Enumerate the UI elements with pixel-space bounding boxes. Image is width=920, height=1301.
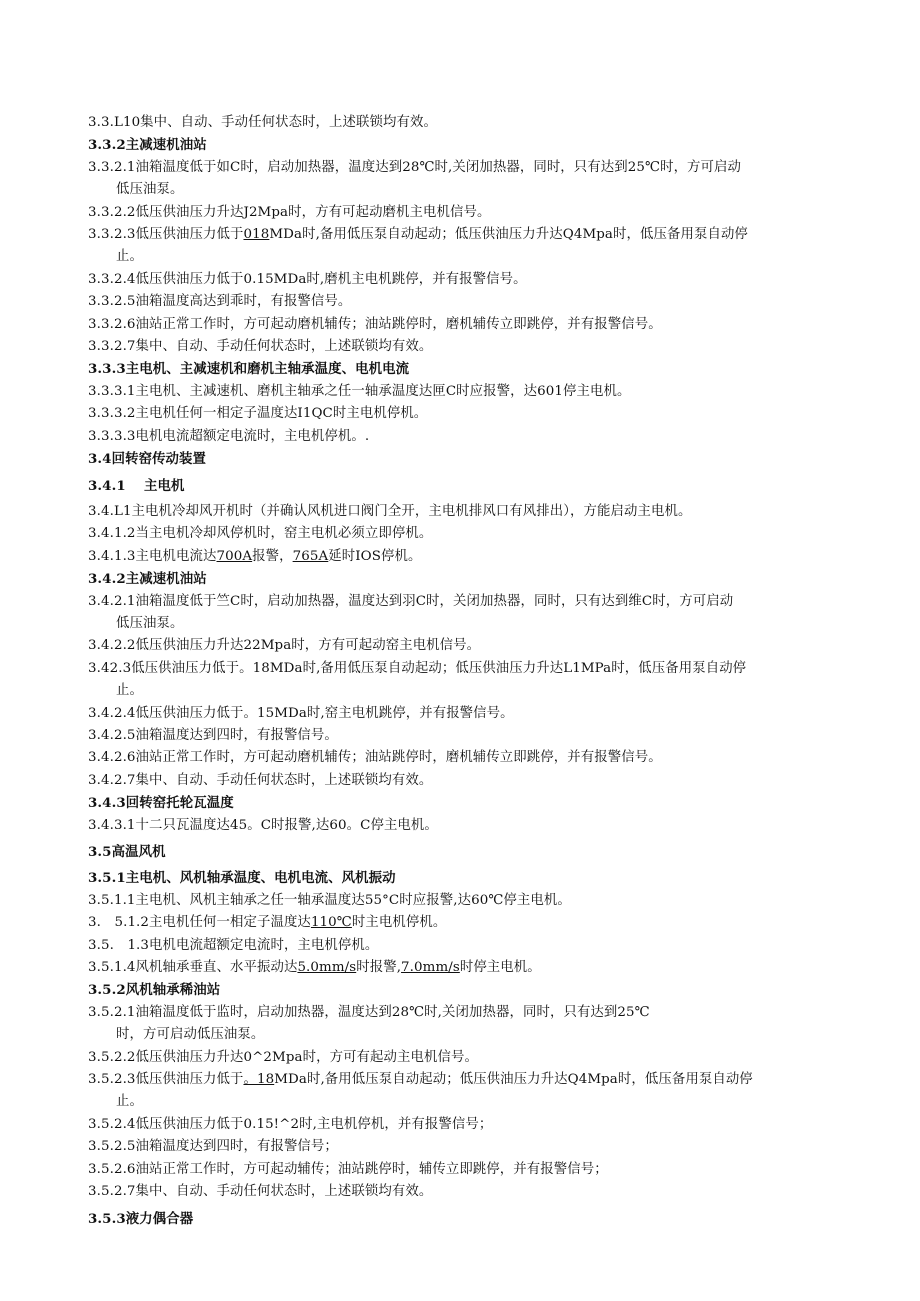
text-run: 3.5.2风机轴承稀油站 bbox=[88, 982, 221, 999]
paragraph-line bbox=[88, 935, 858, 957]
paragraph-line bbox=[88, 1114, 858, 1136]
section-heading bbox=[88, 448, 858, 470]
paragraph-line bbox=[88, 112, 858, 134]
text-run: 3.5高温风机 bbox=[88, 844, 166, 860]
text-run: 3.3.3.1主电机、主减速机、磨机主轴承之任一轴承温度达匣C时应报警，达601停主电机。 bbox=[88, 383, 631, 399]
text-run: 时，方可启动低压油泵。 bbox=[116, 1027, 265, 1043]
text-run: 3.3.3.3电机电流超额定电流时，主电机停机。. bbox=[88, 428, 370, 444]
paragraph-line bbox=[88, 546, 858, 568]
section-heading bbox=[88, 1208, 858, 1230]
text-run: 3. 5.1.2主电机任何一相定子温度达 bbox=[88, 915, 311, 931]
text-run: 3.5.2.1油箱温度低于监时，启动加热器，温度达到28℃时,关闭加热器，同时，只有达到25℃ bbox=[88, 1004, 650, 1020]
paragraph-line bbox=[88, 1159, 858, 1181]
paragraph-line bbox=[88, 957, 858, 979]
text-run: 3.3.3.2主电机任何一相定子温度达I1QC时主电机停机。 bbox=[88, 406, 428, 422]
paragraph-line bbox=[88, 403, 858, 425]
text-run: 3.5.1.1主电机、风机主轴承之任一轴承温度达55°C时应报警,达60℃停主电机。 bbox=[88, 892, 571, 908]
paragraph-line bbox=[88, 157, 858, 179]
section-heading bbox=[88, 568, 858, 590]
underlined-value: 018 bbox=[243, 227, 270, 243]
document-body bbox=[88, 112, 858, 1230]
paragraph-line bbox=[88, 269, 858, 291]
paragraph-line bbox=[88, 635, 858, 657]
paragraph-line bbox=[88, 202, 858, 224]
text-run: 3.3.3主电机、主减速机和磨机主轴承温度、电机电流 bbox=[88, 361, 410, 378]
paragraph-continuation bbox=[88, 1091, 858, 1113]
text-run: 3.4.2.2低压供油压力升达22Mpa时，方有可起动窑主电机信号。 bbox=[88, 638, 481, 654]
text-run: 3.5.3液力偶合器 bbox=[88, 1210, 194, 1227]
text-run: 报警， bbox=[252, 548, 293, 564]
section-heading bbox=[88, 867, 858, 889]
text-run: 低压油泵。 bbox=[116, 182, 184, 198]
text-run: 3.42.3低压供油压力低于。18MDa时,备用低压泵自动起动；低压供油压力升达L1MPa时，低压备用泵自动停 bbox=[88, 660, 747, 676]
text-run: 3.4.2.7集中、自动、手动任何状态时，上述联锁均有效。 bbox=[88, 772, 433, 788]
paragraph-line bbox=[88, 1047, 858, 1069]
text-run: 3.3.2.2低压供油压力升达J2Mpa时，方有可起动磨机主电机信号。 bbox=[88, 204, 491, 220]
text-run: 止。 bbox=[116, 683, 143, 699]
paragraph-line bbox=[88, 523, 858, 545]
section-heading bbox=[88, 979, 858, 1001]
paragraph-line bbox=[88, 725, 858, 747]
paragraph-continuation bbox=[88, 1024, 858, 1046]
text-run: 时报警, bbox=[356, 960, 402, 976]
paragraph-line bbox=[88, 770, 858, 792]
section-heading bbox=[88, 841, 858, 863]
text-run: 3.4.1.3主电机电流达 bbox=[88, 548, 217, 564]
paragraph-line bbox=[88, 815, 858, 837]
text-run: 3.4.1 主电机 bbox=[88, 477, 185, 494]
text-run: 3.4.2.1油箱温度低于竺C时，启动加热器，温度达到羽C时，关闭加热器，同时，只有达到维C时，方可启动 bbox=[88, 593, 734, 609]
paragraph-continuation bbox=[88, 179, 858, 201]
text-run: 3.3.2.7集中、自动、手动任何状态时，上述联锁均有效。 bbox=[88, 339, 433, 355]
paragraph-line bbox=[88, 224, 858, 246]
text-run: 3.5.1主电机、风机轴承温度、电机电流、风机振动 bbox=[88, 870, 396, 887]
underlined-value: 7.0mm/s bbox=[401, 960, 460, 976]
paragraph-line bbox=[88, 336, 858, 358]
paragraph-line bbox=[88, 1069, 858, 1091]
text-run: 3.5. 1.3电机电流超额定电流时，主电机停机。 bbox=[88, 937, 379, 953]
text-run: 3.4.2.5油箱温度达到四时，有报警信号。 bbox=[88, 727, 338, 743]
text-run: 延时IOS停机。 bbox=[328, 548, 422, 564]
section-heading bbox=[88, 475, 858, 497]
paragraph-line bbox=[88, 912, 858, 934]
text-run: 止。 bbox=[116, 1094, 143, 1110]
section-heading bbox=[88, 792, 858, 814]
underlined-value: 700A bbox=[216, 548, 253, 564]
text-run: 3.4.2主减速机油站 bbox=[88, 571, 207, 588]
paragraph-line bbox=[88, 890, 858, 912]
paragraph-line bbox=[88, 381, 858, 403]
paragraph-line bbox=[88, 314, 858, 336]
text-run: 3.4.1.2当主电机冷却风停机时，窑主电机必须立即停机。 bbox=[88, 526, 433, 542]
text-run: MDa时,备用低压泵自动起动；低压供油压力升达Q4Mpa时，低压备用泵自动停 bbox=[274, 1072, 753, 1088]
text-run: 3.5.2.7集中、自动、手动任何状态时，上述联锁均有效。 bbox=[88, 1184, 433, 1200]
paragraph-line bbox=[88, 501, 858, 523]
paragraph-continuation bbox=[88, 246, 858, 268]
text-run: 3.5.2.5油箱温度达到四时，有报警信号； bbox=[88, 1139, 338, 1155]
text-run: 3.4.3回转窑托轮瓦温度 bbox=[88, 795, 234, 812]
paragraph-line bbox=[88, 658, 858, 680]
text-run: 3.5.2.3低压供油压力低于 bbox=[88, 1072, 244, 1088]
text-run: 3.4.2.4低压供油压力低于。15MDa时,窑主电机跳停，并有报警信号。 bbox=[88, 705, 514, 721]
paragraph-line bbox=[88, 1136, 858, 1158]
text-run: 3.5.2.2低压供油压力升达0^2Mpa时，方可有起动主电机信号。 bbox=[88, 1049, 478, 1065]
text-run: 3.5.1.4风机轴承垂直、水平振动达 bbox=[88, 960, 298, 976]
paragraph-line bbox=[88, 1002, 858, 1024]
text-run: 3.5.2.6油站正常工作时，方可起动辅传；油站跳停时，辅传立即跳停，并有报警信号； bbox=[88, 1161, 608, 1177]
text-run: 3.3.2.1油箱温度低于如C时，启动加热器，温度达到28℃时,关闭加热器，同时，只有达到25℃时，方可启动 bbox=[88, 159, 742, 175]
text-run: 时停主电机。 bbox=[459, 960, 541, 976]
text-run: 3.3.2.5油箱温度高达到乖时，有报警信号。 bbox=[88, 294, 352, 310]
text-run: 低压油泵。 bbox=[116, 615, 184, 631]
text-run: MDa时,备用低压泵自动起动；低压供油压力升达Q4Mpa时，低压备用泵自动停 bbox=[269, 227, 748, 243]
section-heading bbox=[88, 134, 858, 156]
paragraph-line bbox=[88, 1181, 858, 1203]
underlined-value: 。18 bbox=[243, 1072, 275, 1088]
text-run: 3.3.2.4低压供油压力低于0.15MDa时,磨机主电机跳停，并有报警信号。 bbox=[88, 271, 527, 287]
text-run: 时主电机停机。 bbox=[351, 915, 447, 931]
text-run: 3.4.2.6油站正常工作时，方可起动磨机辅传；油站跳停时，磨机辅传立即跳停，并有报警信号。 bbox=[88, 750, 662, 766]
paragraph-line bbox=[88, 291, 858, 313]
text-run: 3.3.2.3低压供油压力低于 bbox=[88, 227, 244, 243]
paragraph-line bbox=[88, 703, 858, 725]
text-run: 3.3.L10集中、自动、手动任何状态时，上述联锁均有效。 bbox=[88, 115, 437, 130]
text-run: 3.3.2主减速机油站 bbox=[88, 137, 207, 154]
text-run: 3.4.L1主电机冷却风开机时（并确认风机进口阀门全开，主电机排风口有风排出），方能启动主电机。 bbox=[88, 503, 692, 519]
underlined-value: 5.0mm/s bbox=[297, 960, 357, 976]
text-run: 3.5.2.4低压供油压力低于0.15!^2时,主电机停机，并有报警信号； bbox=[88, 1116, 493, 1132]
section-heading bbox=[88, 358, 858, 380]
paragraph-continuation bbox=[88, 680, 858, 702]
paragraph-continuation bbox=[88, 613, 858, 635]
paragraph-line bbox=[88, 747, 858, 769]
text-run: 止。 bbox=[116, 249, 143, 265]
paragraph-line bbox=[88, 426, 858, 448]
text-run: 3.4回转窑传动装置 bbox=[88, 451, 207, 468]
underlined-value: 110℃ bbox=[310, 915, 352, 931]
underlined-value: 765A bbox=[292, 548, 329, 564]
text-run: 3.3.2.6油站正常工作时，方可起动磨机辅传；油站跳停时，磨机辅传立即跳停，并有报警信号。 bbox=[88, 316, 662, 332]
paragraph-line bbox=[88, 591, 858, 613]
text-run: 3.4.3.1十二只瓦温度达45。C时报警,达60。C停主电机。 bbox=[88, 817, 438, 833]
